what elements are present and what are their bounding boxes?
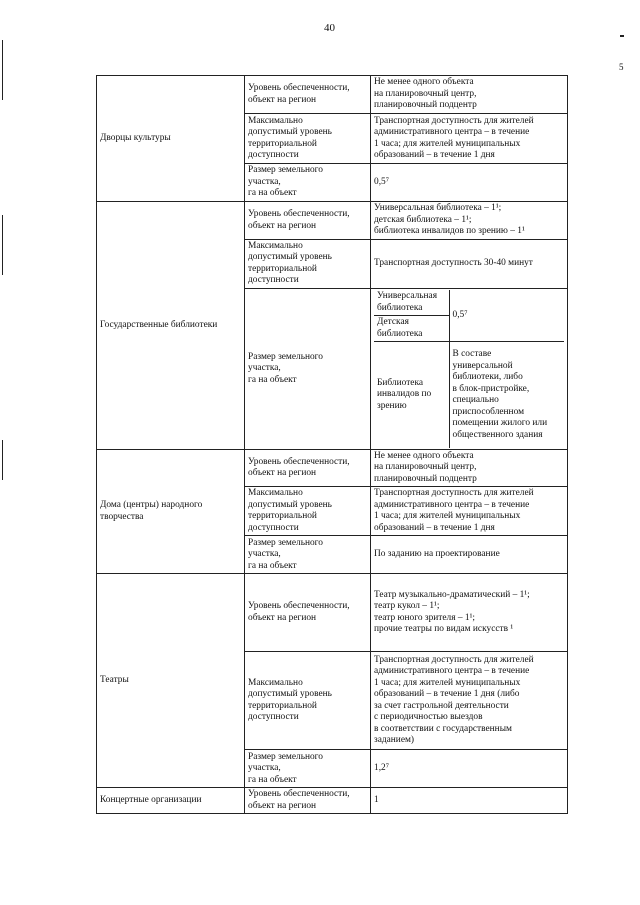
access-value: Транспортная доступность 30-40 минут [371,240,568,289]
plot-label: Размер земельного участка, га на объект [245,536,371,574]
page-number: 40 [324,22,335,34]
library-subtable [374,290,564,448]
access-value: Транспортная доступность для жителей административного центра – в течение 1 часа; для жителей муниципальных образований – в течение 1 дня [371,487,568,536]
access-label: Максимально допустимый уровень территориальной доступности [245,240,371,289]
table-row [97,449,568,486]
library-plot-value: 0,5⁷ [449,290,564,342]
access-value: Транспортная доступность для жителей административного центра – в течение 1 часа; для жителей муниципальных образований – в течение 1 дня (либо за счет гастрольной деятельности с периодичностью выездов в соответствии с государственным заданием) [371,652,568,750]
margin-tick [620,35,624,37]
access-label: Максимально допустимый уровень территориальной доступности [245,652,371,750]
category-libraries: Государственные библиотеки [97,202,245,450]
level-label: Уровень обеспеченности, объект на регион [245,76,371,114]
margin-number: 5 [619,62,624,72]
table-row [374,342,564,448]
plot-label: Размер земельного участка, га на объект [245,288,371,449]
level-label: Уровень обеспеченности, объект на регион [245,449,371,486]
level-label: Уровень обеспеченности, объект на регион [245,202,371,240]
level-value: Не менее одного объекта на планировочный центр, планировочный подцентр [371,449,568,486]
level-value: Театр музыкально-драматический – 1¹; театр кукол – 1¹; театр юного зрителя – 1¹; прочие театры по видам искусств ¹ [371,574,568,652]
access-label: Максимально допустимый уровень территориальной доступности [245,114,371,164]
library-plot-breakdown [371,288,568,449]
plot-value: По заданию на проектирование [371,536,568,574]
universal-library-label: Универсальная библиотека [374,290,449,316]
table-row [97,76,568,114]
category-concerts: Концертные организации [97,788,245,814]
table-row [97,574,568,652]
norms-table [96,75,568,814]
table-row [374,290,564,316]
plot-label: Размер земельного участка, га на объект [245,164,371,202]
left-margin-line [2,40,3,100]
access-label: Максимально допустимый уровень территориальной доступности [245,487,371,536]
left-margin-line [2,440,3,480]
plot-value: 1,2⁷ [371,750,568,788]
category-folk-houses: Дома (центры) народного творчества [97,449,245,573]
level-label: Уровень обеспеченности, объект на регион [245,788,371,814]
plot-label: Размер земельного участка, га на объект [245,750,371,788]
left-margin-line [2,215,3,275]
children-library-label: Детская библиотека [374,316,449,342]
table-row [97,202,568,240]
blind-library-value: В составе универсальной библиотеки, либо в блок-пристройке, специально приспособленном помещении жилого или общественного здания [449,342,564,448]
level-value: Универсальная библиотека – 1¹; детская библиотека – 1¹; библиотека инвалидов по зрению – 1¹ [371,202,568,240]
access-value: Транспортная доступность для жителей административного центра – в течение 1 часа; для жителей муниципальных образований – в течение 1 дня [371,114,568,164]
level-value: Не менее одного объекта на планировочный центр, планировочный подцентр [371,76,568,114]
category-theaters: Театры [97,574,245,788]
level-label: Уровень обеспеченности, объект на регион [245,574,371,652]
plot-value: 0,5⁷ [371,164,568,202]
level-value: 1 [371,788,568,814]
category-palaces: Дворцы культуры [97,76,245,202]
table-row [97,788,568,814]
blind-library-label: Библиотека инвалидов по зрению [374,342,449,448]
